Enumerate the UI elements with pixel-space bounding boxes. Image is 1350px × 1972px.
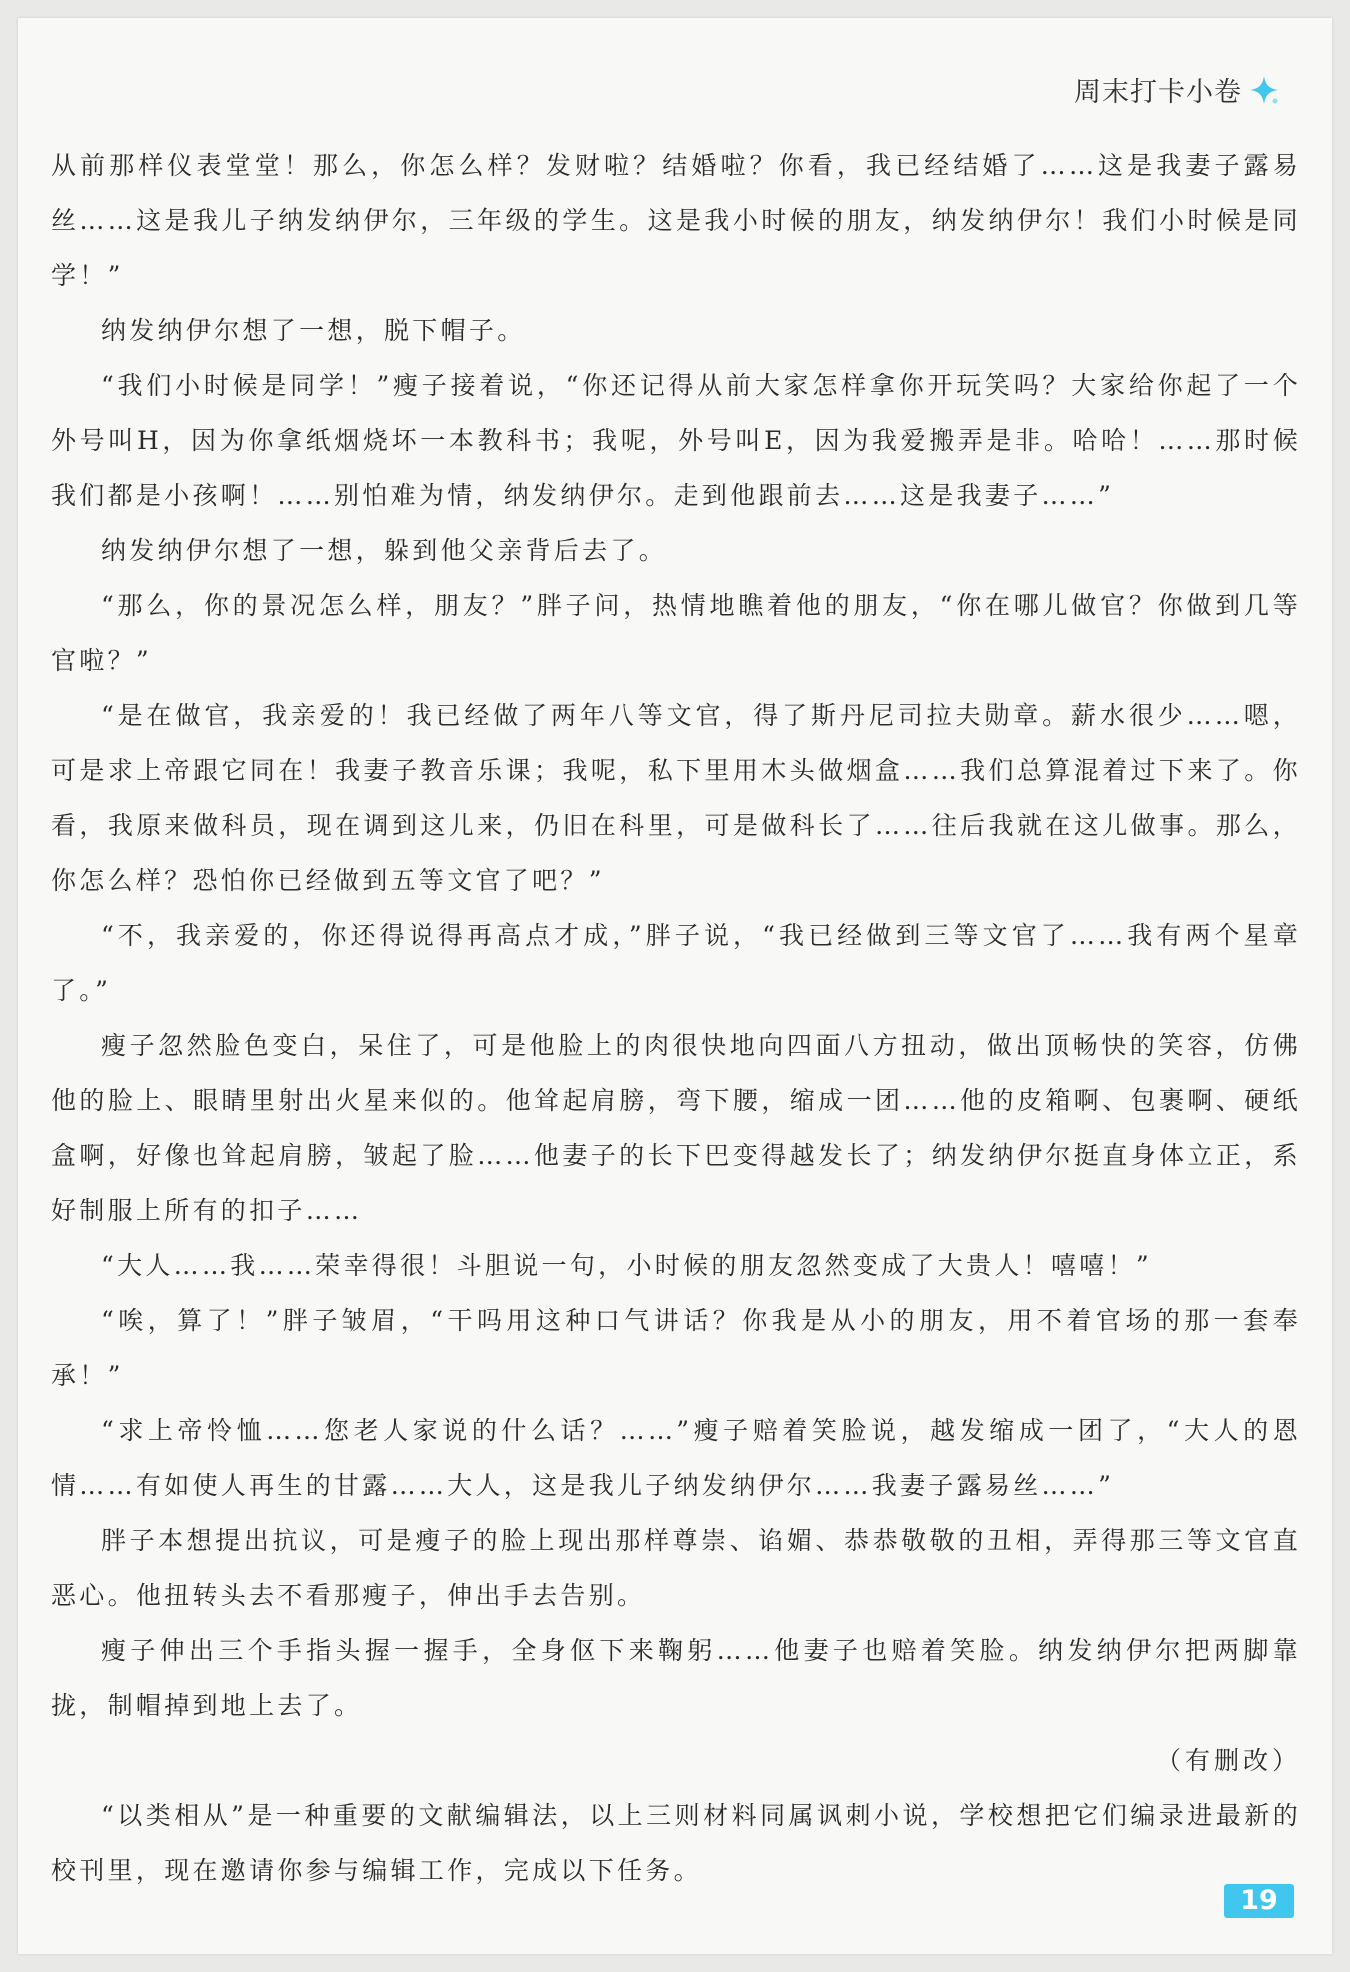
task-paragraph: “以类相从”是一种重要的文献编辑法，以上三则材料同属讽刺小说，学校想把它们编录进最新的校刊里，现在邀请你参与编辑工作，完成以下任务。: [51, 1801, 1301, 1885]
paragraph: “我们小时候是同学！”瘦子接着说，“你还记得从前大家怎样拿你开玩笑吗？大家给你起了一个外号叫H，因为你拿纸烟烧坏一本教科书；我呢，外号叫E，因为我爱搬弄是非。哈哈！……那时候我们都是小孩啊！……别怕难为情，纳发纳伊尔。走到他跟前去……这是我妻子……”: [51, 371, 1301, 510]
sparkle-icon: [1248, 74, 1280, 106]
paragraph: “不，我亲爱的，你还得说得再高点才成，”胖子说，“我已经做到三等文官了……我有两个星章了。”: [51, 921, 1301, 1005]
paragraph: “唉，算了！”胖子皱眉，“干吗用这种口气讲话？你我是从小的朋友，用不着官场的那一套奉承！”: [51, 1306, 1301, 1390]
header-tag: [1074, 70, 1280, 109]
paragraph: 纳发纳伊尔想了一想，脱下帽子。: [101, 316, 526, 345]
paragraph: 瘦子忽然脸色变白，呆住了，可是他脸上的肉很快地向四面八方扭动，做出顶畅快的笑容，仿佛他的脸上、眼睛里射出火星来似的。他耸起肩膀，弯下腰，缩成一团……他的皮箱啊、包裹啊、硬纸盒啊，好像也耸起肩膀，皱起了脸……他妻子的长下巴变得越发长了；纳发纳伊尔挺直身体立正，系好制服上所有的扣子……: [51, 1031, 1301, 1225]
page-sheet: [18, 18, 1332, 1954]
paragraph: 瘦子伸出三个手指头握一握手，全身伛下来鞠躬……他妻子也赔着笑脸。纳发纳伊尔把两脚靠拢，制帽掉到地上去了。: [51, 1636, 1301, 1720]
paragraph: “大人……我……荣幸得很！斗胆说一句，小时候的朋友忽然变成了大贵人！嘻嘻！”: [101, 1251, 1152, 1280]
header-label: 周末打卡小卷: [1074, 77, 1242, 108]
paragraph: “那么，你的景况怎么样，朋友？”胖子问，热情地瞧着他的朋友，“你在哪儿做官？你做到几等官啦？”: [51, 591, 1301, 675]
paragraph: 纳发纳伊尔想了一想，躲到他父亲背后去了。: [101, 536, 668, 565]
paragraph: “是在做官，我亲爱的！我已经做了两年八等文官，得了斯丹尼司拉夫勋章。薪水很少……嗯，可是求上帝跟它同在！我妻子教音乐课；我呢，私下里用木头做烟盒……我们总算混着过下来了。你看，我原来做科员，现在调到这儿来，仍旧在科里，可是做科长了……往后我就在这儿做事。那么，你怎么样？恐怕你已经做到五等文官了吧？”: [51, 701, 1301, 895]
page-number: 19: [1224, 1884, 1294, 1918]
story-text: [51, 138, 1301, 1898]
paragraph: “求上帝怜恤……您老人家说的什么话？……”瘦子赔着笑脸说，越发缩成一团了，“大人的恩情……有如使人再生的甘露……大人，这是我儿子纳发纳伊尔……我妻子露易丝……”: [51, 1416, 1301, 1500]
paragraph: 从前那样仪表堂堂！那么，你怎么样？发财啦？结婚啦？你看，我已经结婚了……这是我妻子露易丝……这是我儿子纳发纳伊尔，三年级的学生。这是我小时候的朋友，纳发纳伊尔！我们小时候是同学！”: [51, 151, 1301, 290]
paragraph: 胖子本想提出抗议，可是瘦子的脸上现出那样尊崇、谄媚、恭恭敬敬的丑相，弄得那三等文官直恶心。他扭转头去不看那瘦子，伸出手去告别。: [51, 1526, 1301, 1610]
source-note: （有删改）: [1155, 1746, 1301, 1775]
